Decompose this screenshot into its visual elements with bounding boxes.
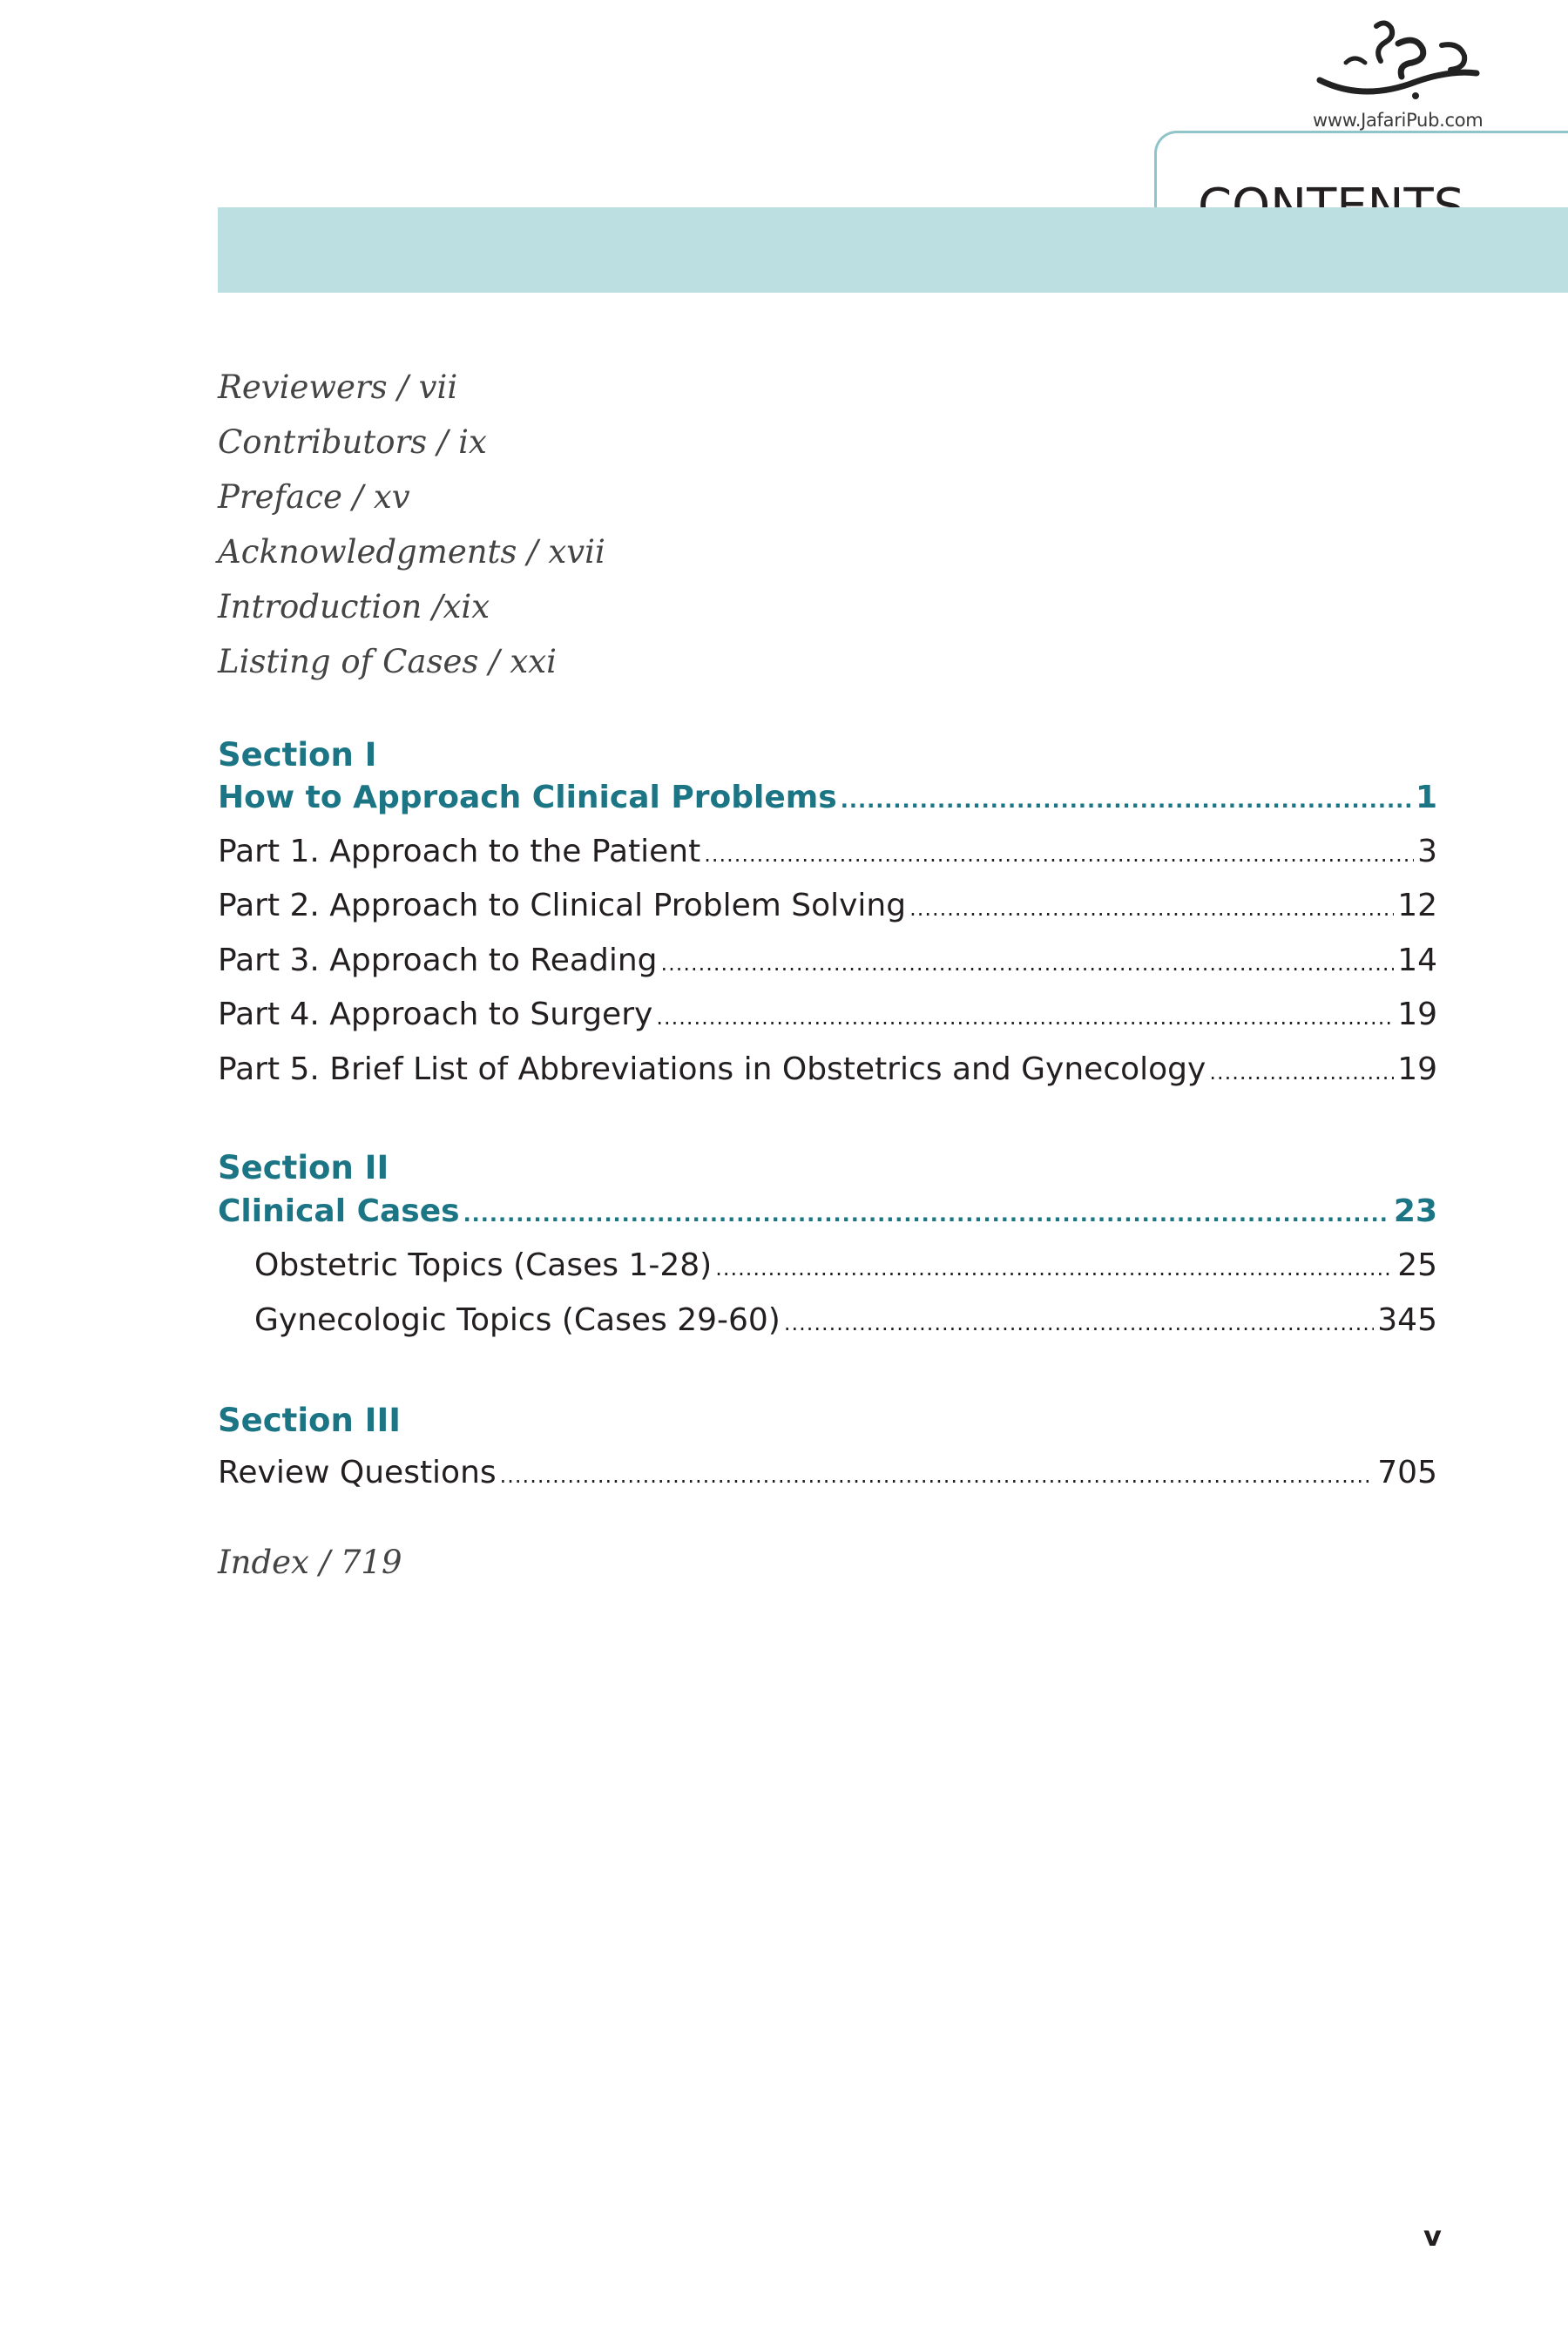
toc-page-number: 3 bbox=[1417, 834, 1437, 869]
front-matter-item[interactable]: Acknowledgments / xvii bbox=[218, 533, 605, 571]
toc-entry[interactable] bbox=[254, 1302, 1437, 1338]
toc-section-title[interactable] bbox=[218, 1193, 1437, 1229]
toc-page-number: 23 bbox=[1393, 1193, 1437, 1229]
toc-entry[interactable] bbox=[218, 1457, 1437, 1489]
toc-page-number: 345 bbox=[1377, 1302, 1437, 1338]
dot-leader bbox=[656, 999, 1394, 1031]
toc-entry-label: Part 3. Approach to Reading bbox=[218, 943, 658, 978]
toc-entry-label: Part 5. Brief List of Abbreviations in Obstetrics and Gynecology bbox=[218, 1051, 1206, 1087]
dot-leader bbox=[784, 1305, 1374, 1336]
toc-entry[interactable] bbox=[218, 945, 1437, 977]
toc-entry-label: How to Approach Clinical Problems bbox=[218, 780, 837, 815]
front-matter-item[interactable]: Listing of Cases / xxi bbox=[218, 643, 557, 680]
dot-leader bbox=[463, 1196, 1390, 1227]
section-label: Section II bbox=[218, 1149, 389, 1186]
toc-entry-label: Part 1. Approach to the Patient bbox=[218, 834, 701, 869]
toc-entry-label: Clinical Cases bbox=[218, 1193, 460, 1229]
index-entry[interactable]: Index / 719 bbox=[218, 1544, 402, 1581]
toc-entry[interactable] bbox=[218, 1051, 1437, 1087]
toc-entry-label: Review Questions bbox=[218, 1455, 497, 1490]
calligraphy-logo-icon bbox=[1311, 19, 1485, 106]
front-matter-item[interactable]: Preface / xv bbox=[218, 478, 410, 516]
toc-section-title[interactable] bbox=[218, 782, 1437, 814]
dot-leader bbox=[909, 890, 1394, 922]
toc-entry[interactable] bbox=[218, 836, 1437, 868]
dot-leader bbox=[715, 1250, 1394, 1281]
dot-leader bbox=[704, 836, 1414, 868]
dot-leader bbox=[1209, 1054, 1394, 1085]
toc-entry-label: Part 4. Approach to Surgery bbox=[218, 997, 653, 1032]
toc-entry-label: Part 2. Approach to Clinical Problem Solving bbox=[218, 888, 907, 923]
toc-entry[interactable] bbox=[254, 1247, 1437, 1283]
front-matter-list bbox=[218, 360, 605, 689]
page-number: v bbox=[1423, 2220, 1442, 2253]
front-matter-item[interactable]: Introduction /xix bbox=[218, 588, 490, 625]
toc-page-number: 25 bbox=[1397, 1247, 1437, 1283]
dot-leader bbox=[841, 782, 1412, 814]
toc-page-number: 19 bbox=[1397, 1051, 1437, 1087]
toc-page-number: 1 bbox=[1415, 780, 1437, 815]
section-label: Section III bbox=[218, 1402, 401, 1439]
toc-page-number: 705 bbox=[1377, 1455, 1437, 1490]
toc-page-number: 14 bbox=[1397, 943, 1437, 978]
toc-entry[interactable] bbox=[218, 890, 1437, 922]
dot-leader bbox=[500, 1457, 1375, 1489]
front-matter-item[interactable]: Contributors / ix bbox=[218, 423, 487, 461]
header-band bbox=[218, 207, 1568, 293]
front-matter-item[interactable]: Reviewers / vii bbox=[218, 368, 458, 406]
toc-page-number: 19 bbox=[1397, 997, 1437, 1032]
toc-entry-label: Gynecologic Topics (Cases 29-60) bbox=[254, 1302, 781, 1338]
dot-leader bbox=[661, 945, 1395, 977]
toc-entry-label: Obstetric Topics (Cases 1-28) bbox=[254, 1247, 713, 1283]
publisher-logo bbox=[1302, 19, 1511, 141]
toc-entry[interactable] bbox=[218, 999, 1437, 1031]
logo-url: www.JafariPub.com bbox=[1313, 110, 1484, 131]
toc-page-number: 12 bbox=[1397, 888, 1437, 923]
section-label: Section I bbox=[218, 736, 377, 774]
